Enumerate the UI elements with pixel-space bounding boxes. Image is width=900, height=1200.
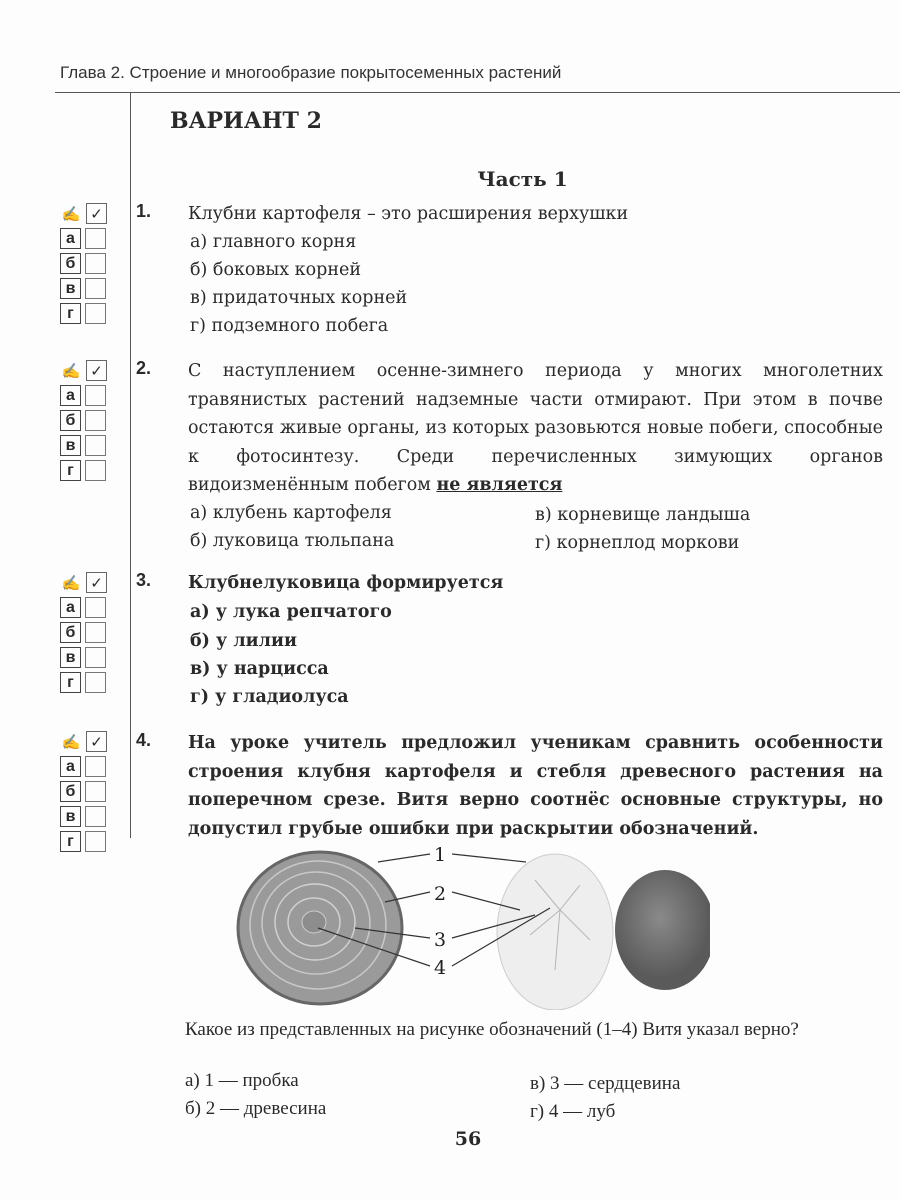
question-number: 3. — [136, 570, 152, 590]
question-number: 1. — [136, 201, 152, 221]
figure-label-4: 4 — [434, 957, 447, 979]
option-a: а) у лука репчатого — [190, 602, 392, 622]
letter-label: а — [60, 385, 81, 406]
question-body: С наступлением осенне-зимнего периода у многих многолетних травянистых растений надземные части отмирают. При этом в почве остаются живые органы, из которых разовьются новые побеги, способные к фотосинтезу. Среди перечисленных зимующих органов видоизменённым побегом — [188, 361, 883, 496]
letter-label: б — [60, 410, 81, 431]
option-d: г) у гладиолуса — [190, 687, 349, 707]
answer-checkbox[interactable] — [85, 435, 106, 456]
option-b: б) боковых корней — [190, 260, 362, 280]
figure-label-1: 1 — [434, 844, 447, 866]
letter-label: б — [60, 781, 81, 802]
option-a: а) главного корня — [190, 232, 357, 252]
letter-label: г — [60, 460, 81, 481]
variant-title: ВАРИАНТ 2 — [170, 108, 322, 134]
check-box[interactable]: ✓ — [86, 731, 107, 752]
pen-crossed-icon: ✍ — [61, 573, 81, 592]
chapter-header: Глава 2. Строение и многообразие покрытосеменных растений — [60, 63, 562, 82]
check-box[interactable]: ✓ — [86, 572, 107, 593]
check-box[interactable]: ✓ — [86, 360, 107, 381]
letter-label: г — [60, 672, 81, 693]
pen-crossed-icon: ✍ — [61, 732, 81, 751]
question-text — [188, 357, 883, 500]
check-box[interactable]: ✓ — [86, 203, 107, 224]
letter-label: в — [60, 435, 81, 456]
header-divider — [55, 92, 900, 93]
answer-checkbox[interactable] — [85, 278, 106, 299]
letter-label: а — [60, 228, 81, 249]
option-b: б) луковица тюльпана — [190, 531, 395, 551]
option-b: б) у лилии — [190, 631, 297, 651]
answer-boxes-q1 — [60, 203, 120, 328]
figure-wood-potato — [230, 840, 710, 1010]
letter-label: в — [60, 806, 81, 827]
letter-label: б — [60, 622, 81, 643]
question-number: 2. — [136, 358, 152, 378]
letter-label: а — [60, 597, 81, 618]
answer-checkbox[interactable] — [85, 756, 106, 777]
page-number: 56 — [454, 1128, 482, 1150]
letter-label: а — [60, 756, 81, 777]
question-prompt: Какое из представленных на рисунке обозначений (1–4) Витя указал верно? — [185, 1019, 799, 1040]
answer-boxes-q4 — [60, 731, 120, 856]
emphasis: не является — [436, 475, 563, 496]
answer-checkbox[interactable] — [85, 622, 106, 643]
answer-checkbox[interactable] — [85, 228, 106, 249]
answer-checkbox[interactable] — [85, 831, 106, 852]
figure-label-3: 3 — [434, 929, 447, 951]
potato-cut-half — [497, 854, 613, 1010]
option-d: г) подземного побега — [190, 316, 389, 336]
option-c: в) придаточных корней — [190, 288, 408, 308]
wood-cross-section — [238, 852, 402, 1004]
answer-checkbox[interactable] — [85, 597, 106, 618]
answer-boxes-q3 — [60, 572, 120, 697]
answer-boxes-q2 — [60, 360, 120, 485]
question-text: На уроке учитель предложил ученикам сравнить особенности строения клубня картофеля и стебля древесного растения на поперечном срезе. Витя верно соотнёс основные структуры, но допустил грубые ошибки при раскрытии обозначений. — [188, 733, 883, 839]
answer-checkbox[interactable] — [85, 303, 106, 324]
letter-label: г — [60, 303, 81, 324]
answer-checkbox[interactable] — [85, 806, 106, 827]
answer-checkbox[interactable] — [85, 385, 106, 406]
option-c: в) корневище ландыша — [535, 505, 751, 525]
answer-checkbox[interactable] — [85, 410, 106, 431]
question-number: 4. — [136, 730, 152, 750]
figure-label-2: 2 — [434, 883, 447, 905]
option-c: в) 3 — сердцевина — [530, 1073, 681, 1094]
letter-label: в — [60, 647, 81, 668]
question-text: Клубни картофеля – это расширения верхушки — [188, 204, 629, 224]
answer-checkbox[interactable] — [85, 647, 106, 668]
letter-label: б — [60, 253, 81, 274]
answer-checkbox[interactable] — [85, 672, 106, 693]
letter-label: в — [60, 278, 81, 299]
potato-whole — [615, 870, 710, 990]
option-d: г) 4 — луб — [530, 1101, 616, 1122]
option-d: г) корнеплод моркови — [535, 533, 740, 553]
answer-checkbox[interactable] — [85, 460, 106, 481]
answer-checkbox[interactable] — [85, 781, 106, 802]
part-title: Часть 1 — [477, 167, 568, 191]
option-a: а) 1 — пробка — [185, 1070, 299, 1091]
pen-crossed-icon: ✍ — [61, 204, 81, 223]
margin-divider — [130, 93, 131, 838]
option-c: в) у нарцисса — [190, 659, 329, 679]
letter-label: г — [60, 831, 81, 852]
option-b: б) 2 — древесина — [185, 1098, 327, 1119]
question-text: Клубнелуковица формируется — [188, 573, 504, 593]
answer-checkbox[interactable] — [85, 253, 106, 274]
option-a: а) клубень картофеля — [190, 503, 392, 523]
pen-crossed-icon: ✍ — [61, 361, 81, 380]
